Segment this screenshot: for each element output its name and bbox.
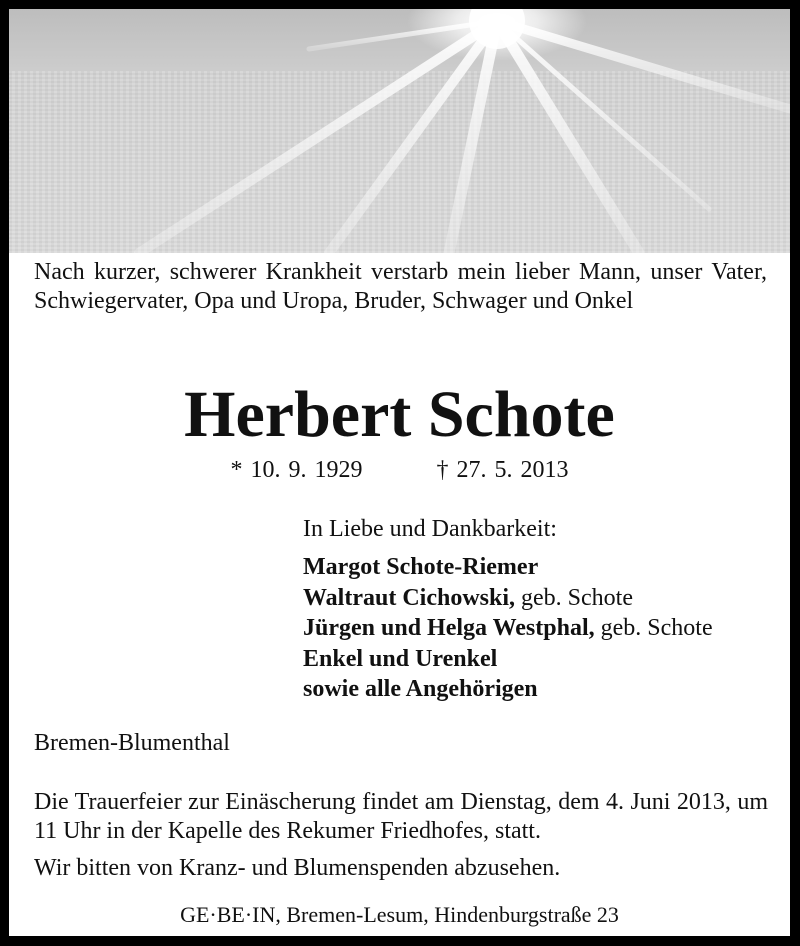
sun-rays-icon xyxy=(9,9,790,253)
mourner-entry: Enkel und Urenkel xyxy=(303,645,498,672)
life-dates xyxy=(9,456,790,485)
mourner-entry: Jürgen und Helga Westphal, geb. Schote xyxy=(303,615,713,641)
birth-date: * 10. 9. 1929 xyxy=(230,457,363,483)
ceremony-text: Die Trauerfeier zur Einäscherung findet am Dienstag, dem 4. Juni 2013, um 11 Uhr in der Kapelle des Rekumer Friedhofes, statt. xyxy=(34,789,768,844)
death-date: † 27. 5. 2013 xyxy=(436,457,569,483)
mourners-heading: In Liebe und Dankbarkeit: xyxy=(303,516,557,542)
place-text: Bremen-Blumenthal xyxy=(34,730,230,756)
flowers-note: Wir bitten von Kranz- und Blumenspenden abzusehen. xyxy=(34,855,561,881)
mourner-entry: Waltraut Cichowski, geb. Schote xyxy=(303,584,633,611)
sunburst-banner-image xyxy=(9,9,790,253)
obituary-card xyxy=(9,9,790,936)
intro-text: Nach kurzer, schwerer Krankheit verstarb mein lieber Mann, unser Vater, Schwiegervater, Opa und Uropa, Bruder, Schwager und Onkel xyxy=(34,259,767,314)
mourners-list xyxy=(303,552,713,705)
mourner-entry: Margot Schote-Riemer xyxy=(303,554,539,580)
deceased-name: Herbert Schote xyxy=(184,378,615,451)
funeral-home-footer: GE·BE·IN, Bremen-Lesum, Hindenburgstraße 23 xyxy=(180,902,619,927)
mourner-entry: sowie alle Angehörigen xyxy=(303,676,538,702)
